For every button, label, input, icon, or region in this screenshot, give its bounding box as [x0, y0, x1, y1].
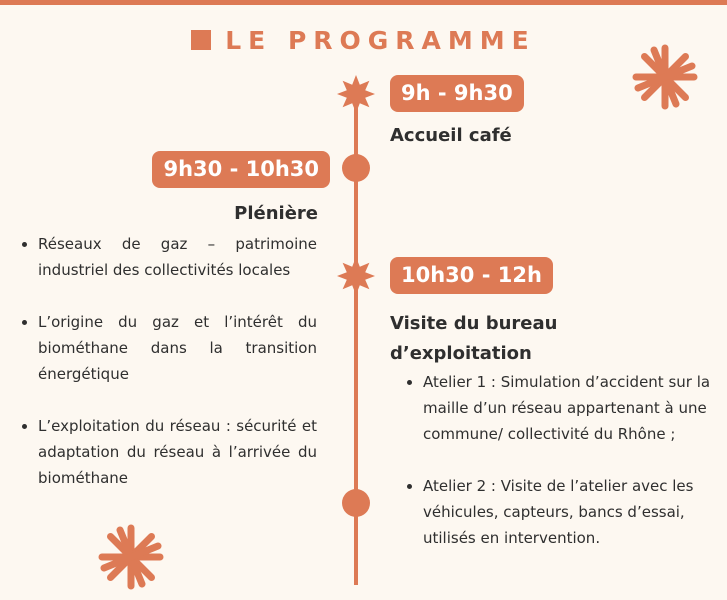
session-title-2: Plénière [234, 203, 318, 224]
timeline-dot-marker-1 [342, 154, 370, 182]
list-item: Réseaux de gaz – patrimoine industriel des collectivités locales [22, 231, 317, 283]
session-3-workshops [407, 369, 712, 577]
list-item: L’exploitation du réseau : sécurité et adaptation du réseau à l’arrivée du biométhane [22, 413, 317, 491]
page-title [0, 26, 727, 55]
square-bullet-icon [191, 30, 211, 50]
session-title-3-line2: d’exploitation [390, 343, 532, 364]
session-2-topics [22, 231, 317, 517]
session-title-3 [390, 309, 557, 369]
timeline-dot-marker-2 [342, 489, 370, 517]
list-item: Atelier 2 : Visite de l’atelier avec les véhicules, capteurs, bancs d’essai, utilisés en intervention. [407, 473, 712, 551]
asterisk-decoration-icon [96, 522, 166, 592]
list-item: Atelier 1 : Simulation d’accident sur la maille d’un réseau appartenant à une commune/ collectivité du Rhône ; [407, 369, 712, 447]
time-badge-1: 9h - 9h30 [390, 75, 524, 112]
page-title-text: LE PROGRAMME [225, 26, 536, 55]
timeline-star-marker-2 [337, 257, 375, 295]
timeline-star-marker-1 [337, 75, 375, 113]
session-title-1: Accueil café [390, 125, 512, 146]
time-badge-3: 10h30 - 12h [390, 257, 553, 294]
asterisk-decoration-icon [630, 42, 700, 112]
time-badge-2: 9h30 - 10h30 [152, 151, 330, 188]
session-title-3-line1: Visite du bureau [390, 313, 558, 334]
list-item: L’origine du gaz et l’intérêt du biométhane dans la transition énergétique [22, 309, 317, 387]
top-accent-bar [0, 0, 727, 5]
